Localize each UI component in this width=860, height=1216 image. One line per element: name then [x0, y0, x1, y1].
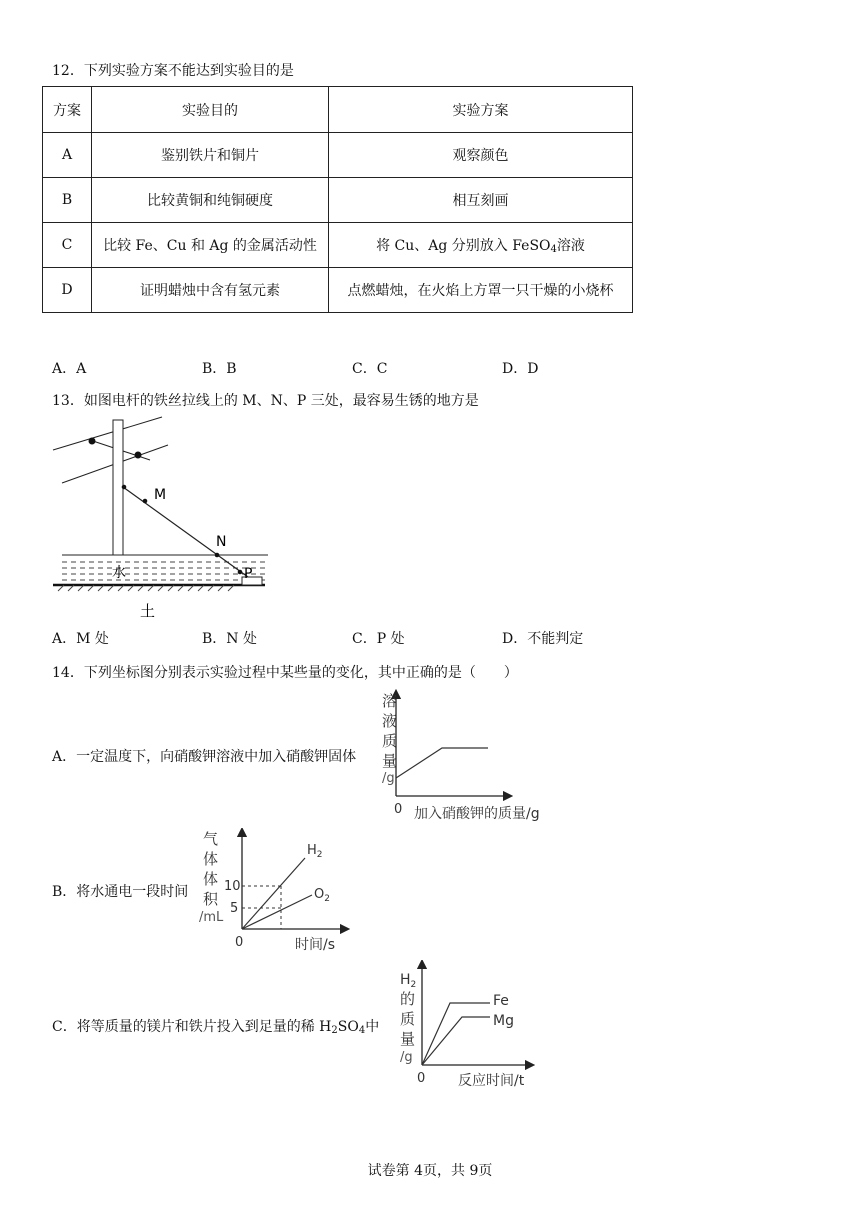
option-text: 中 — [365, 1019, 380, 1035]
label-p: P — [244, 566, 253, 582]
row-id: D — [43, 268, 92, 313]
q14-option-b[interactable]: B．将水通电一段时间 — [52, 884, 189, 900]
q13-option-d[interactable]: D．不能判定 — [502, 631, 584, 647]
q13-option-c[interactable]: C．P 处 — [352, 631, 405, 647]
x-axis-label: 反应时间/t — [458, 1073, 525, 1089]
series-line — [396, 748, 488, 778]
y-axis-label — [400, 990, 415, 1048]
method-text: 溶液 — [556, 238, 585, 254]
h2-line — [242, 858, 305, 929]
svg-text:积: 积 — [203, 890, 219, 908]
y-axis-label — [203, 830, 219, 908]
point-m — [143, 499, 148, 504]
series-label-fe: Fe — [493, 993, 509, 1009]
svg-text:质: 质 — [400, 1010, 416, 1028]
table-header: 实验方案 — [329, 87, 633, 133]
chart-b — [195, 828, 355, 956]
q13-stem: 13．如图电杆的铁丝拉线上的 M、N、P 三处，最容易生锈的地方是 — [52, 393, 479, 409]
o2-line — [242, 895, 312, 929]
table-header: 实验目的 — [92, 87, 329, 133]
q12-stem: 12．下列实验方案不能达到实验目的是 — [52, 63, 294, 79]
q14-option-a[interactable]: A．一定温度下，向硝酸钾溶液中加入硝酸钾固体 — [52, 749, 357, 765]
subscript: 4 — [358, 1025, 366, 1036]
method-text: 将 Cu、Ag 分别放入 FeSO — [376, 238, 551, 254]
table-header-row — [43, 87, 633, 133]
option-text: SO — [337, 1019, 359, 1035]
subscript: 2 — [331, 1025, 338, 1036]
q13-option-b[interactable]: B．N 处 — [202, 631, 257, 647]
page-footer: 试卷第 4页，共 9页 — [367, 1163, 493, 1179]
y-unit: /g — [382, 771, 395, 786]
row-purpose: 鉴别铁片和铜片 — [92, 133, 329, 178]
insulator-icon — [89, 438, 96, 445]
tick-label: 5 — [230, 901, 239, 916]
q14-stem: 14．下列坐标图分别表示实验过程中某些量的变化，其中正确的是（ ） — [52, 665, 518, 681]
row-method: 观察颜色 — [329, 133, 633, 178]
row-method: 点燃蜡烛，在火焰上方罩一只干燥的小烧杯 — [329, 268, 633, 313]
point-p — [238, 570, 243, 575]
row-method — [329, 223, 633, 268]
row-method: 相互刻画 — [329, 178, 633, 223]
tick-label: 10 — [224, 879, 241, 894]
svg-text:气: 气 — [203, 830, 219, 848]
y-unit: /mL — [199, 910, 224, 925]
wire-point — [122, 485, 127, 490]
subscript: 4 — [550, 244, 557, 255]
svg-text:质: 质 — [382, 732, 398, 750]
experiment-table — [42, 86, 633, 313]
pole-wire-figure — [50, 415, 280, 625]
origin-label: 0 — [235, 935, 244, 950]
y-axis-label — [382, 692, 397, 770]
svg-text:体: 体 — [203, 870, 219, 888]
option-text: C．将等质量的镁片和铁片投入到足量的稀 H — [52, 1019, 332, 1035]
row-purpose: 比较 Fe、Cu 和 Ag 的金属活动性 — [92, 223, 329, 268]
label-m: M — [154, 487, 167, 503]
q12-option-b[interactable]: B．B — [202, 361, 237, 377]
label-soil: 土 — [140, 602, 156, 620]
series-label-o2: $O_2$ — [314, 887, 330, 904]
label-n: N — [216, 534, 227, 550]
y-axis-label-h2: $H_2$ — [400, 972, 417, 990]
table-row — [43, 133, 633, 178]
table-row — [43, 178, 633, 223]
pole — [113, 420, 123, 555]
svg-text:溶: 溶 — [382, 692, 398, 710]
table-header: 方案 — [43, 87, 92, 133]
series-label-h2: $H_2$ — [307, 843, 323, 860]
origin-label: 0 — [417, 1071, 426, 1086]
svg-text:量: 量 — [400, 1030, 416, 1048]
q12-option-d[interactable]: D．D — [502, 361, 539, 377]
row-id: C — [43, 223, 92, 268]
y-unit: /g — [400, 1050, 413, 1065]
point-n — [215, 553, 220, 558]
guy-wire — [123, 487, 248, 577]
row-id: A — [43, 133, 92, 178]
fe-line — [422, 1003, 490, 1065]
insulator-icon — [135, 452, 142, 459]
chart-a — [370, 688, 560, 823]
origin-label: 0 — [394, 802, 403, 817]
row-purpose: 证明蜡烛中含有氢元素 — [92, 268, 329, 313]
svg-text:体: 体 — [203, 850, 219, 868]
svg-text:的: 的 — [400, 990, 416, 1008]
q12-option-c[interactable]: C．C — [352, 361, 388, 377]
q13-option-a[interactable]: A．M 处 — [52, 631, 109, 647]
x-axis-label: 加入硝酸钾的质量/g — [414, 806, 540, 822]
power-line — [53, 417, 162, 450]
row-id: B — [43, 178, 92, 223]
label-water: 水 — [112, 565, 126, 581]
x-axis-label: 时间/s — [295, 937, 336, 953]
row-purpose: 比较黄铜和纯铜硬度 — [92, 178, 329, 223]
q14-option-c[interactable] — [52, 1016, 379, 1036]
table-row — [43, 268, 633, 313]
chart-c — [392, 960, 542, 1090]
q12-option-a[interactable]: A．A — [52, 361, 87, 377]
series-label-mg: Mg — [493, 1013, 514, 1029]
table-row — [43, 223, 633, 268]
svg-text:液: 液 — [382, 712, 398, 730]
svg-text:量: 量 — [382, 752, 398, 770]
